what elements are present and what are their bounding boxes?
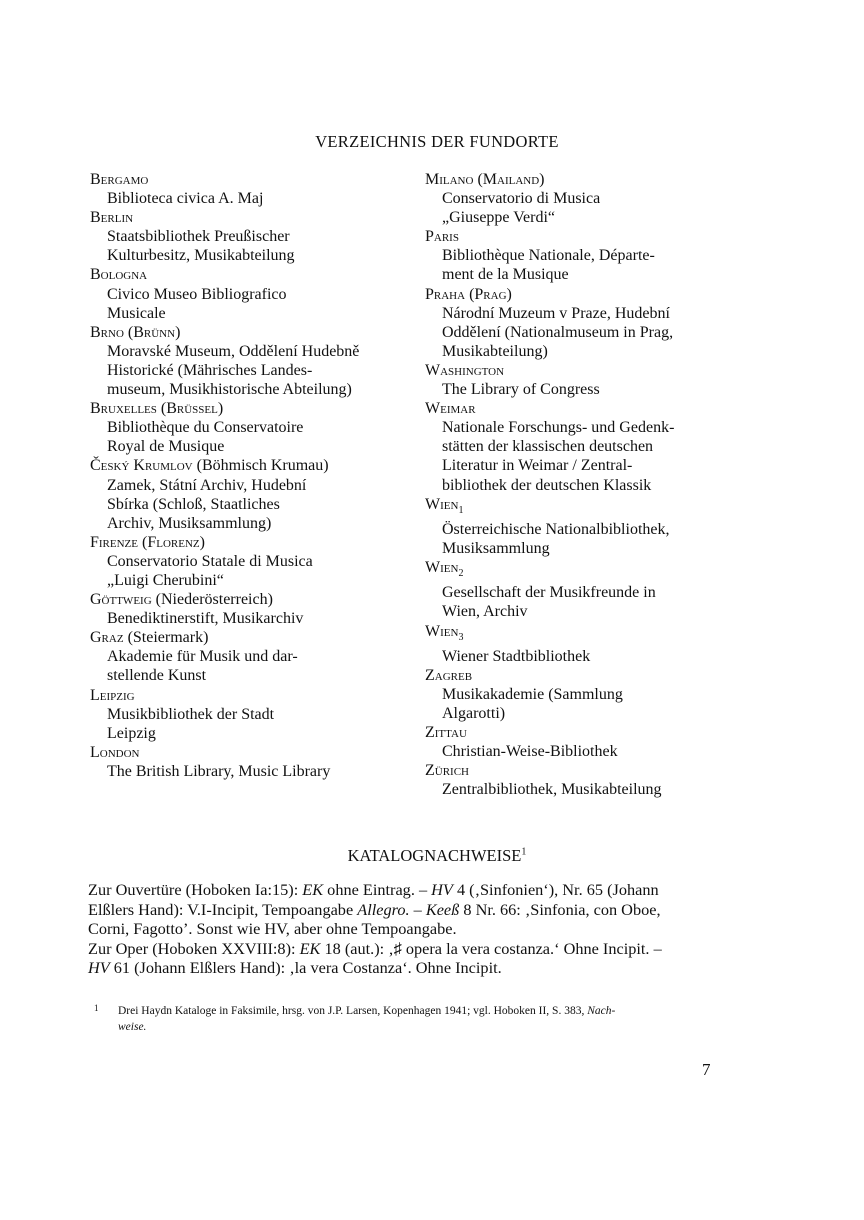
catalog-section-title: [0, 846, 864, 866]
location-detail-line: stätten der klassischen deutschen: [442, 438, 654, 456]
location-heading: [90, 456, 400, 475]
location-index: 3: [458, 631, 464, 643]
text-segment: Zur Oper (Hoboken XXVIII:8):: [88, 938, 300, 958]
locations-right-column: [425, 170, 745, 800]
location-heading: [90, 208, 400, 227]
location-name: Washington: [425, 361, 505, 379]
location-heading: [425, 495, 745, 520]
italic-text: weise.: [118, 1021, 147, 1033]
location-detail-line: „Luigi Cherubini“: [107, 571, 224, 589]
footnote-reference: 1: [521, 846, 527, 858]
text-line: [118, 1019, 734, 1035]
location-note: (Böhmisch Krumau): [192, 457, 329, 475]
text-line: [88, 900, 728, 920]
italic-text: Nach-: [587, 1005, 616, 1017]
location-name: Bruxelles (Brüssel): [90, 400, 224, 418]
location-detail-line: Wiener Stadtbibliothek: [442, 647, 591, 665]
location-detail-line: Kulturbesitz, Musikabteilung: [107, 247, 295, 265]
location-name: Wien: [425, 622, 459, 640]
italic-text: HV: [431, 880, 453, 899]
location-detail-line: Zamek, Státní Archiv, Hudební: [107, 476, 307, 494]
location-heading: [425, 361, 745, 380]
location-heading: [90, 323, 400, 342]
location-detail-line: Benediktinerstift, Musikarchiv: [107, 610, 304, 628]
page-number: 7: [702, 1060, 711, 1079]
location-heading: [90, 743, 400, 762]
location-detail-line: bibliothek der deutschen Klassik: [442, 476, 652, 494]
location-detail-line: Zentralbibliothek, Musikabteilung: [442, 781, 662, 799]
location-name: Bologna: [90, 266, 148, 284]
location-name: Český Krumlov: [90, 457, 193, 475]
footnote-text: [94, 1003, 734, 1035]
location-heading: [425, 558, 745, 583]
location-detail-line: museum, Musikhistorische Abteilung): [107, 381, 352, 399]
location-heading: [425, 285, 745, 304]
location-detail-line: Musiksammlung: [442, 539, 550, 557]
italic-text: Allegro.: [357, 899, 410, 919]
location-detail-line: Národní Muzeum v Praze, Hudební: [442, 304, 670, 322]
text-segment: 4 (‚Sinfonien‘), Nr. 65 (Johann: [452, 880, 659, 899]
location-detail-line: Wien, Archiv: [442, 603, 528, 621]
location-detail-line: Leipzig: [107, 724, 156, 742]
italic-text: EK: [299, 938, 321, 958]
location-detail-line: Algarotti): [442, 705, 506, 723]
location-name: Bergamo: [90, 171, 149, 188]
text-segment: ohne Eintrag. –: [323, 880, 432, 899]
location-heading: [90, 533, 400, 552]
location-detail-line: stellende Kunst: [107, 667, 207, 685]
location-detail-line: ment de la Musique: [442, 266, 569, 284]
location-name: Firenze (Florenz): [90, 533, 205, 551]
location-heading: [425, 723, 745, 742]
location-detail-line: Musikabteilung): [442, 342, 548, 360]
location-detail-line: Moravské Museum, Oddělení Hudebně: [107, 342, 360, 360]
location-heading: [425, 622, 745, 647]
location-detail-line: Literatur in Weimar / Zentral-: [442, 457, 633, 475]
location-detail-line: The Library of Congress: [442, 381, 600, 399]
footnote-mark: 1: [94, 1003, 99, 1013]
text-line: [118, 1003, 734, 1019]
location-heading: [90, 265, 400, 284]
location-detail-line: „Giuseppe Verdi“: [442, 209, 555, 227]
location-name: Berlin: [90, 209, 134, 227]
text-segment: 8 Nr. 66: ‚Sinfonia, con Oboe,: [459, 899, 661, 919]
location-detail-line: Bibliothèque du Conservatoire: [107, 419, 304, 437]
location-index: 1: [458, 504, 464, 516]
location-detail-line: Musicale: [107, 304, 166, 322]
text-line: [88, 919, 728, 939]
catalog-title-text: KATALOGNACHWEISE: [347, 846, 522, 865]
text-segment: 18 (aut.): ‚♯ opera la vera costanza.‘ Ohne Incipit. –: [320, 938, 662, 958]
location-detail-line: Christian-Weise-Bibliothek: [442, 743, 618, 761]
location-detail-line: Sbírka (Schloß, Staatliches: [107, 495, 280, 513]
location-detail-line: Historické (Mährisches Landes-: [107, 361, 313, 379]
location-detail-line: The British Library, Music Library: [107, 762, 331, 780]
location-heading: [90, 628, 400, 647]
location-detail-line: Bibliothèque Nationale, Départe-: [442, 247, 655, 265]
location-heading: [90, 590, 400, 609]
location-name: Zürich: [425, 762, 469, 780]
location-heading: [90, 170, 400, 189]
location-name: Wien: [425, 495, 459, 513]
location-detail-line: Civico Museo Bibliografico: [107, 285, 287, 303]
text-line: [88, 939, 728, 959]
location-detail-line: Biblioteca civica A. Maj: [107, 190, 264, 208]
location-name: Milano (Mailand): [425, 171, 545, 188]
location-name: Graz: [90, 629, 124, 647]
footnote: [94, 1003, 734, 1035]
location-heading: [90, 399, 400, 418]
location-heading: [90, 686, 400, 705]
location-heading: [425, 227, 745, 246]
location-detail-line: Musikakademie (Sammlung: [442, 686, 623, 703]
location-heading: [425, 399, 745, 418]
text-segment: 61 (Johann Elßlers Hand): ‚la vera Costanza‘. Ohne Incipit.: [109, 958, 502, 978]
locations-left-column: [90, 170, 400, 781]
location-detail-line: Nationale Forschungs- und Gedenk-: [442, 419, 675, 437]
location-heading: [425, 170, 745, 189]
location-name: London: [90, 743, 140, 761]
location-name: Wien: [425, 559, 459, 577]
text-segment: –: [409, 899, 426, 919]
location-name: Göttweig: [90, 591, 152, 609]
location-detail-line: Staatsbibliothek Preußischer: [107, 228, 290, 246]
location-name: Zittau: [425, 724, 467, 742]
location-detail-line: Oddělení (Nationalmuseum in Prag,: [442, 323, 674, 341]
italic-text: HV: [88, 958, 110, 978]
location-name: Brno (Brünn): [90, 323, 181, 341]
page-title: VERZEICHNIS DER FUNDORTE: [315, 132, 559, 151]
location-name: Zagreb: [425, 666, 473, 684]
location-heading: [425, 666, 745, 685]
location-detail-line: Archiv, Musiksammlung): [107, 514, 272, 532]
location-name: Leipzig: [90, 686, 135, 704]
text-segment: Zur Ouvertüre (Hoboken Ia:15):: [88, 880, 303, 899]
location-detail-line: Österreichische Nationalbibliothek,: [442, 520, 670, 538]
location-name: Paris: [425, 228, 459, 246]
location-detail-line: Royal de Musique: [107, 438, 225, 456]
location-detail-line: Gesellschaft der Musikfreunde in: [442, 584, 656, 602]
text-segment: Drei Haydn Kataloge in Faksimile, hrsg. von J.P. Larsen, Kopenhagen 1941; vgl. Hoboken II, S. 383,: [118, 1005, 588, 1017]
italic-text: Keeß: [425, 899, 460, 919]
location-name: Weimar: [425, 400, 476, 418]
location-detail-line: Conservatorio di Musica: [442, 190, 601, 208]
location-index: 2: [458, 568, 464, 580]
location-detail-line: Musikbibliothek der Stadt: [107, 705, 275, 723]
text-segment: Corni, Fagotto’. Sonst wie HV, aber ohne Tempoangabe.: [88, 919, 457, 939]
location-note: (Steiermark): [123, 629, 209, 647]
catalog-paragraph: [88, 880, 728, 978]
location-name: Praha (Prag): [425, 285, 512, 303]
italic-text: EK: [302, 880, 324, 899]
location-detail-line: Conservatorio Statale di Musica: [107, 552, 313, 570]
location-heading: [425, 761, 745, 780]
location-note: (Niederösterreich): [151, 591, 273, 609]
text-line: [88, 958, 728, 978]
text-line: [88, 880, 728, 900]
text-segment: Elßlers Hand): V.I-Incipit, Tempoangabe: [88, 899, 358, 919]
location-detail-line: Akademie für Musik und dar-: [107, 648, 298, 666]
